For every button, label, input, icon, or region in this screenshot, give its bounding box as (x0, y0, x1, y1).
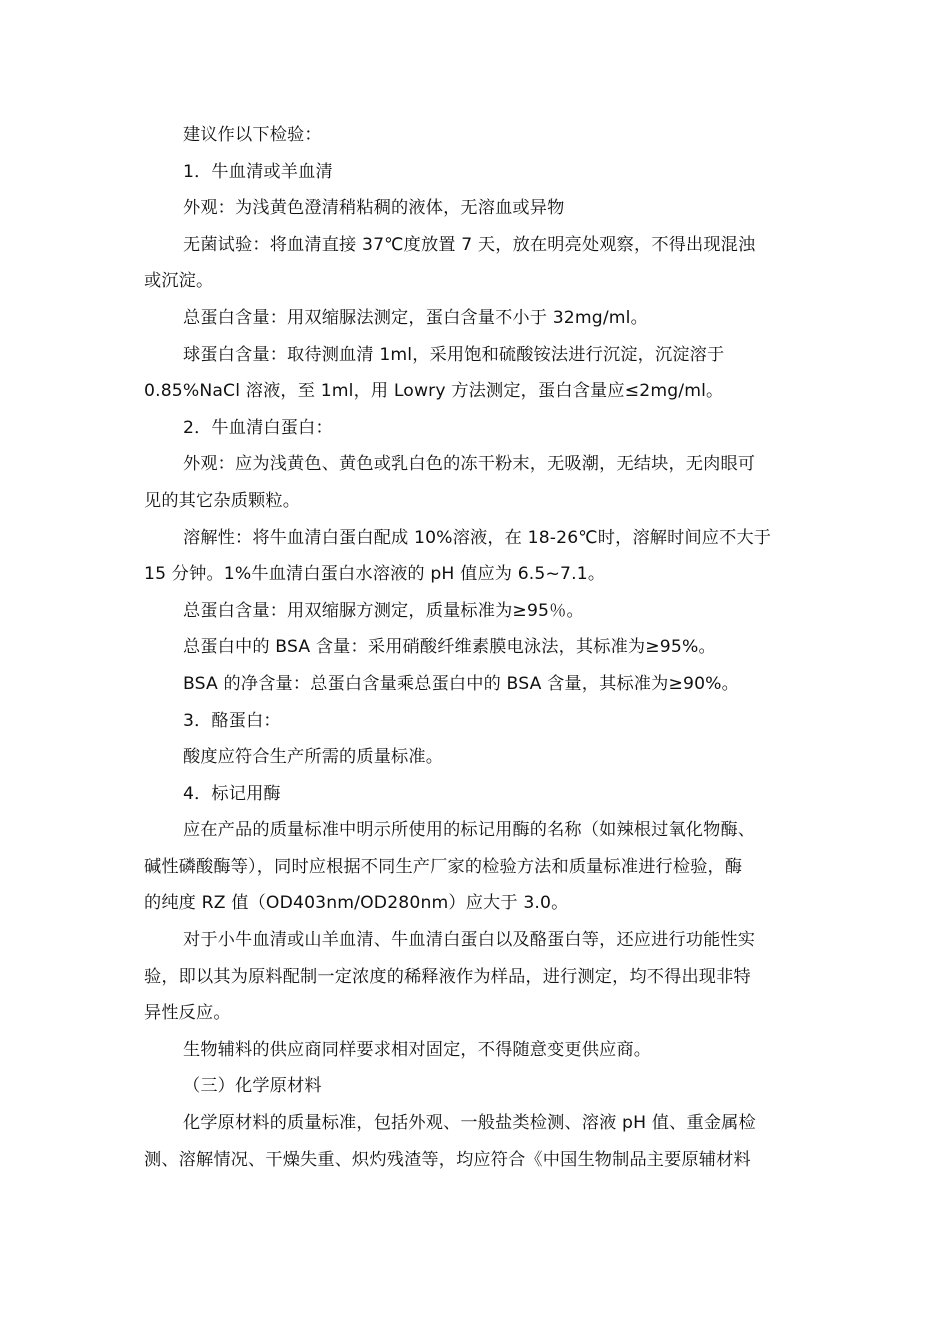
text-line: 15 分钟。1%牛血清白蛋白水溶液的 pH 值应为 6.5~7.1。 (144, 564, 606, 585)
paragraph-bsa-content (144, 629, 809, 666)
text-line: 碱性磷酸酶等），同时应根据不同生产厂家的检验方法和质量标准进行检验，酶 (144, 856, 743, 877)
text-line: 2．牛血清白蛋白： (183, 417, 333, 438)
heading-item-1 (144, 154, 809, 191)
paragraph-bsa-total-protein (144, 593, 809, 630)
text-line: 无菌试验：将血清直接 37℃度放置 7 天，放在明亮处观察，不得出现混浊 (183, 234, 756, 255)
paragraph-suppliers (144, 1032, 809, 1069)
paragraph-intro (144, 117, 809, 154)
text-line: 对于小牛血清或山羊血清、牛血清白蛋白以及酪蛋白等，还应进行功能性实 (183, 930, 756, 951)
text-line: 验，即以其为原料配制一定浓度的稀释液作为样品，进行测定，均不得出现非特 (144, 966, 751, 987)
text-line: 建议作以下检验： (183, 125, 322, 145)
text-line: （三）化学原材料 (183, 1076, 322, 1097)
text-line: 的纯度 RZ 值（OD403nm/OD280nm）应大于 3.0。 (144, 893, 569, 914)
paragraph-functional-test (144, 922, 809, 1032)
text-line: 应在产品的质量标准中明示所使用的标记用酶的名称（如辣根过氧化物酶、 (183, 820, 756, 841)
text-line: 生物辅料的供应商同样要求相对固定，不得随意变更供应商。 (183, 1039, 652, 1060)
heading-item-4 (144, 776, 809, 813)
text-line: 总蛋白中的 BSA 含量：采用硝酸纤维素膜电泳法，其标准为≥95%。 (183, 637, 716, 658)
text-line: 见的其它杂质颗粒。 (144, 490, 301, 511)
paragraph-sterility-test (144, 227, 809, 300)
document-body (144, 117, 809, 1178)
text-line: 0.85%NaCl 溶液，至 1ml，用 Lowry 方法测定，蛋白含量应≤2mg/ml。 (144, 381, 724, 402)
paragraph-casein-acidity (144, 739, 809, 776)
paragraph-solubility (144, 520, 809, 593)
text-line: 球蛋白含量：取待测血清 1ml，采用饱和硫酸铵法进行沉淀，沉淀溶于 (183, 344, 725, 365)
text-line: 3．酪蛋白： (183, 710, 281, 731)
heading-item-2 (144, 410, 809, 447)
text-line: 测、溶解情况、干燥失重、炽灼残渣等，均应符合《中国生物制品主要原辅材料 (144, 1149, 751, 1170)
text-line: 溶解性：将牛血清白蛋白配成 10%溶液，在 18-26℃时，溶解时间应不大于 (183, 527, 772, 548)
paragraph-bsa-appearance (144, 446, 809, 519)
text-line: 酸度应符合生产所需的质量标准。 (183, 747, 444, 768)
text-line: 外观：为浅黄色澄清稍粘稠的液体，无溶血或异物 (183, 198, 565, 219)
text-line: 化学原材料的质量标准，包括外观、一般盐类检测、溶液 pH 值、重金属检 (183, 1113, 756, 1134)
text-line: 或沉淀。 (144, 271, 214, 292)
paragraph-enzyme-standard (144, 812, 809, 922)
paragraph-serum-appearance (144, 190, 809, 227)
paragraph-globulin (144, 337, 809, 410)
text-line: 1．牛血清或羊血清 (183, 161, 333, 182)
heading-item-3 (144, 703, 809, 740)
text-line: 外观：应为浅黄色、黄色或乳白色的冻干粉末，无吸潮，无结块，无肉眼可 (183, 454, 756, 475)
text-line: 总蛋白含量：用双缩脲法测定，蛋白含量不小于 32mg/ml。 (183, 307, 648, 328)
paragraph-chemical-materials (144, 1105, 809, 1178)
text-line: 异性反应。 (144, 1003, 231, 1024)
text-line: BSA 的净含量：总蛋白含量乘总蛋白中的 BSA 含量，其标准为≥90%。 (183, 673, 739, 694)
paragraph-total-protein (144, 300, 809, 337)
heading-section-3 (144, 1068, 809, 1105)
text-line: 4．标记用酶 (183, 783, 281, 804)
paragraph-bsa-net-content (144, 666, 809, 703)
text-line: 总蛋白含量：用双缩脲方测定，质量标准为≥95％。 (183, 600, 584, 621)
